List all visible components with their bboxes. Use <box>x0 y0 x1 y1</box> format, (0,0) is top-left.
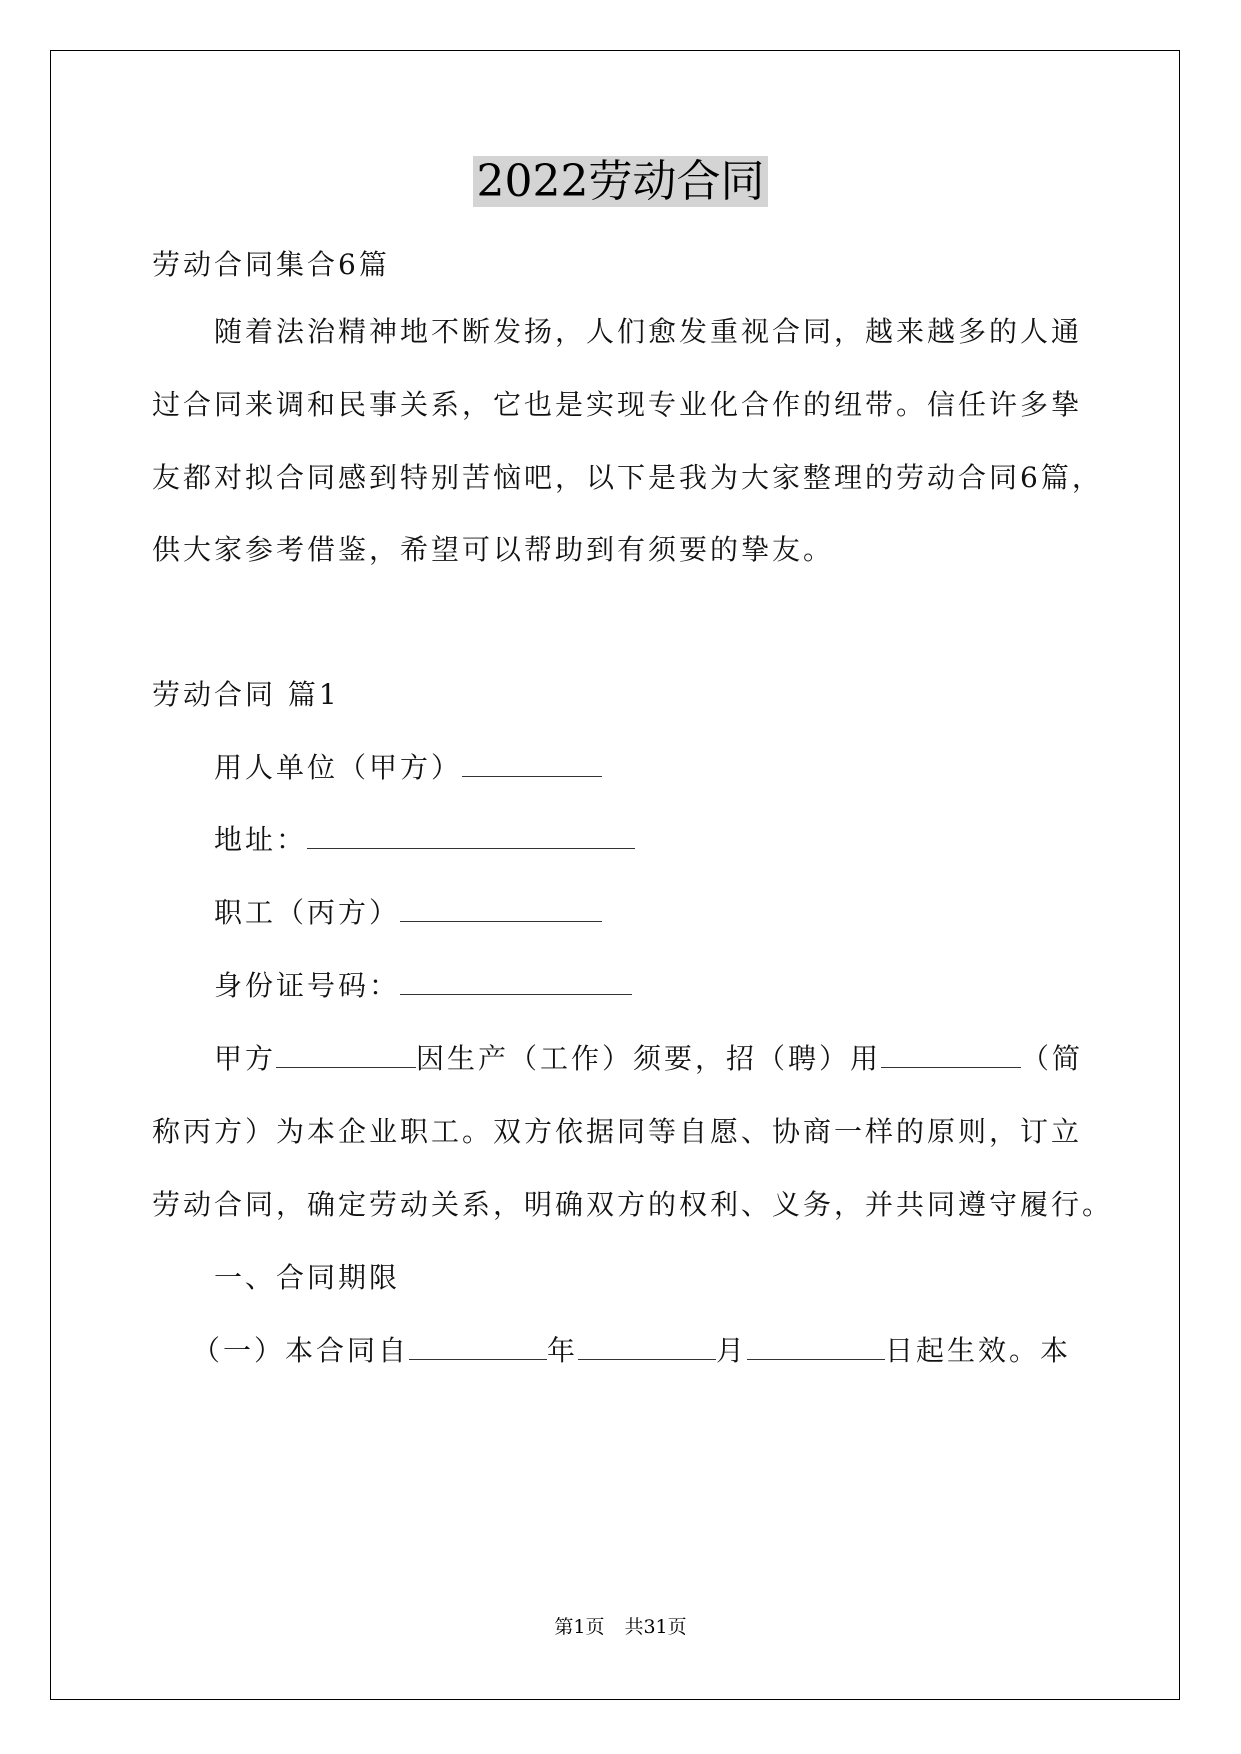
document-subtitle: 劳动合同集合6篇 <box>152 248 390 281</box>
employee-name-blank <box>881 1041 1021 1068</box>
address-blank <box>307 822 635 849</box>
clause-text: 月 <box>716 1334 748 1367</box>
page-total: 共31页 <box>624 1616 687 1638</box>
document-title: 2022劳动合同 <box>0 152 1241 212</box>
address-field <box>214 820 1154 860</box>
clause-text: （一）本合同自 <box>192 1334 410 1367</box>
id-label: 身份证号码： <box>214 969 401 1002</box>
employee-label: 职工（丙方） <box>214 896 401 929</box>
page-number: 第1页 <box>554 1616 605 1638</box>
employee-blank <box>400 895 602 922</box>
employer-label: 用人单位（甲方） <box>214 751 463 784</box>
intro-line: 供大家参考借鉴，希望可以帮助到有须要的挚友。 <box>152 533 835 566</box>
intro-line: 随着法治精神地不断发扬，人们愈发重视合同，越来越多的人通 <box>214 315 1083 348</box>
body-paragraph-line <box>214 1039 1154 1079</box>
month-blank <box>578 1333 716 1360</box>
party-a-blank <box>276 1041 416 1068</box>
section-heading: 劳动合同 篇1 <box>152 678 340 711</box>
intro-line: 过合同来调和民事关系，它也是实现专业化合作的纽带。信任许多挚 <box>152 388 1083 421</box>
clause-text: 年 <box>547 1334 579 1367</box>
clause-line <box>192 1331 1132 1371</box>
body-paragraph-line: 劳动合同，确定劳动关系，明确双方的权利、义务，并共同遵守履行。 <box>152 1188 1114 1221</box>
body-text: 甲方 <box>214 1042 277 1075</box>
page-border <box>50 50 1180 1700</box>
employer-field <box>214 748 1154 788</box>
page-footer <box>0 1612 1241 1642</box>
body-paragraph-line: 称丙方）为本企业职工。双方依据同等自愿、协商一样的原则，订立 <box>152 1115 1083 1148</box>
clause-text: 日起生效。本 <box>885 1334 1072 1367</box>
clause-heading: 一、合同期限 <box>214 1261 401 1294</box>
year-blank <box>409 1333 547 1360</box>
day-blank <box>747 1333 885 1360</box>
address-label: 地址： <box>214 823 308 856</box>
intro-line: 友都对拟合同感到特别苦恼吧，以下是我为大家整理的劳动合同6篇， <box>152 461 1103 494</box>
id-field <box>214 966 1154 1006</box>
employee-field <box>214 893 1154 933</box>
id-blank <box>400 968 632 995</box>
employer-blank <box>462 750 602 777</box>
body-text: （简 <box>1021 1042 1084 1075</box>
body-text: 因生产（工作）须要，招（聘）用 <box>416 1042 882 1075</box>
